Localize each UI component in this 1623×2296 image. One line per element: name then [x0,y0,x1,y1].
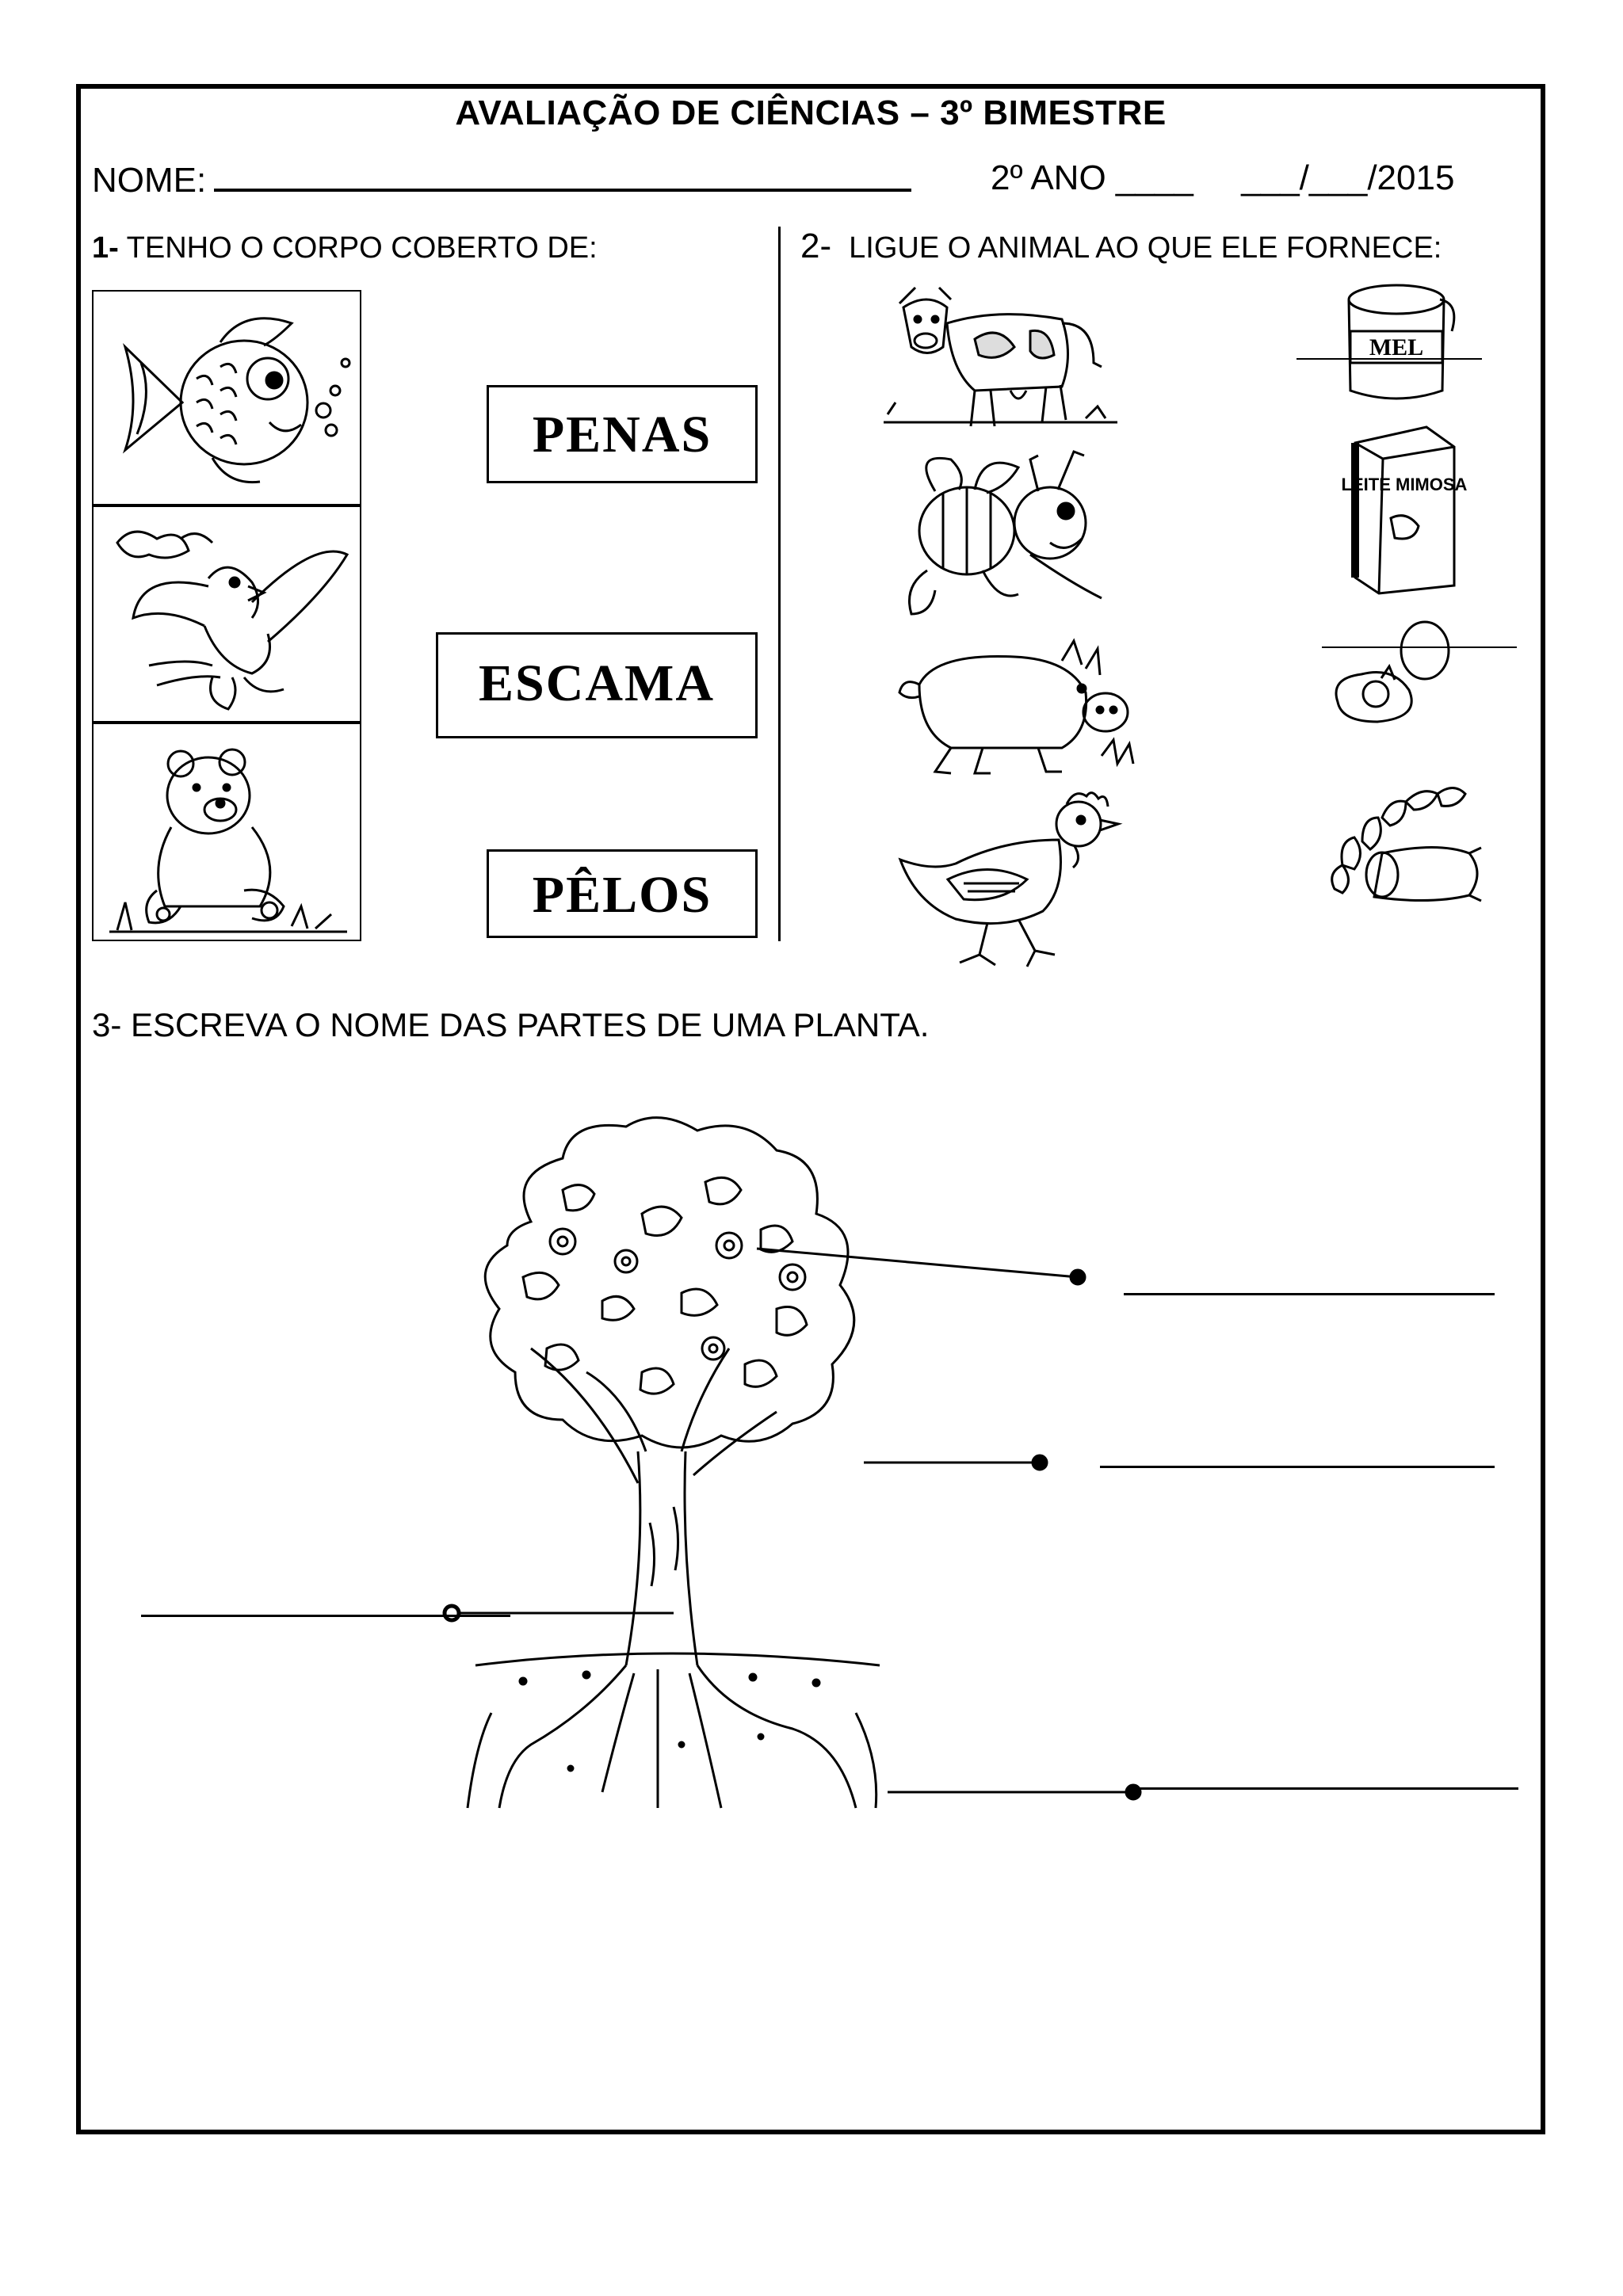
option-escama[interactable]: ESCAMA [436,632,758,738]
question-1-text: TENHO O CORPO COBERTO DE: [126,231,598,265]
question-1-number: 1- [92,231,119,265]
option-pelos[interactable]: PÊLOS [487,849,758,938]
eggs-icon[interactable] [1322,615,1465,734]
bee-icon[interactable] [880,444,1117,626]
bear-picture-box [92,723,361,941]
date-field[interactable]: ___/___/2015 [1241,158,1455,197]
fish-picture-box [92,290,361,505]
sausages-icon[interactable] [1319,762,1493,913]
milk-box-icon[interactable] [1339,423,1466,597]
bird-picture-box [92,505,361,723]
answer-line-root[interactable] [1135,1787,1518,1790]
milk-box-label: LEITE MIMOSA [1341,475,1468,494]
fish-icon [94,292,360,504]
answer-line-leaf[interactable] [1100,1466,1495,1468]
name-answer-line[interactable] [214,158,911,192]
pig-icon[interactable] [888,637,1141,780]
hen-icon[interactable] [884,784,1130,974]
name-label: NOME: [92,161,207,200]
question-2-number: 2- [800,227,832,265]
connect-line-1 [1296,358,1482,360]
honey-jar-label: MEL [1369,334,1424,360]
question-3-heading: 3- ESCREVA O NOME DAS PARTES DE UMA PLANTA. [92,1006,930,1043]
column-divider [778,227,781,941]
answer-line-flower[interactable] [1124,1293,1495,1295]
cow-icon[interactable] [880,276,1125,434]
grade-date-row [991,158,1454,198]
question-2-text: LIGUE O ANIMAL AO QUE ELE FORNECE: [849,231,1442,265]
tree-icon [444,1111,888,1840]
bird-icon [94,507,360,721]
grade-label[interactable]: 2º ANO ____ [991,158,1193,197]
connect-line-3 [1322,646,1517,648]
question-2-heading [800,227,1442,266]
name-row [92,158,911,200]
question-1-heading [92,231,598,265]
page-title: AVALIAÇÃO DE CIÊNCIAS – 3º BIMESTRE [455,93,1167,132]
bear-icon [94,724,360,940]
option-penas[interactable]: PENAS [487,385,758,483]
answer-line-trunk[interactable] [141,1615,510,1617]
honey-jar-icon[interactable] [1333,276,1468,410]
